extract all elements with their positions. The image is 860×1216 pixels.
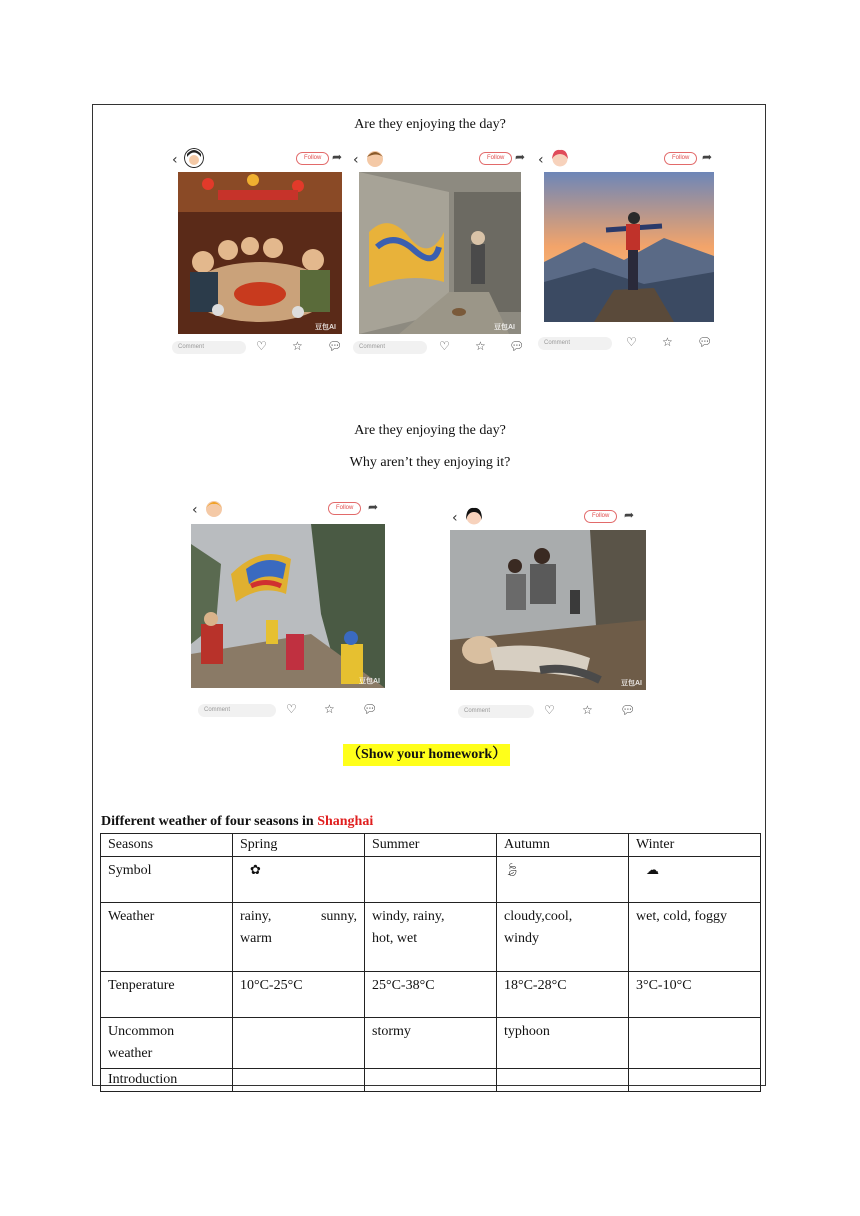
row-label-symbol: Symbol [101, 857, 233, 903]
star-icon[interactable]: ☆ [324, 702, 335, 716]
summer-weather-1: windy, rainy, [372, 909, 445, 924]
post-image-mountain [544, 172, 714, 322]
post-actions [172, 341, 342, 357]
post-image-storm [191, 524, 385, 688]
share-icon[interactable]: ➦ [702, 150, 713, 164]
back-icon[interactable]: ‹ [192, 502, 198, 518]
autumn-weather-1: cloudy,cool, [504, 909, 573, 924]
cell-spring-uncommon [233, 1018, 365, 1069]
follow-button[interactable]: Follow [479, 152, 512, 165]
post-actions [458, 705, 654, 721]
watermark: 豆包AI [621, 680, 642, 687]
back-icon[interactable]: ‹ [172, 152, 178, 168]
back-icon[interactable]: ‹ [538, 152, 544, 168]
question-enjoying: Are they enjoying the day? [354, 117, 506, 132]
summer-weather-2: hot, wet [372, 931, 418, 946]
cell-summer-introduction [365, 1069, 497, 1092]
cell-winter-weather: wet, cold, foggy [629, 903, 761, 972]
share-icon[interactable]: ➦ [368, 500, 379, 514]
back-icon[interactable]: ‹ [353, 152, 359, 168]
cell-winter-symbol [629, 857, 761, 903]
cell-spring-temperature: 10°C-25°C [233, 972, 365, 1018]
table-title-text: Different weather of four seasons in [101, 814, 318, 829]
post-header [353, 150, 525, 172]
comment-bubble-icon[interactable]: 💬︎ [362, 702, 378, 716]
cell-autumn-weather [497, 903, 629, 972]
uncommon-label-2: weather [108, 1046, 153, 1061]
social-post-mudslide [452, 508, 648, 722]
post-actions [353, 341, 525, 357]
comment-input[interactable]: Comment [198, 704, 276, 717]
cell-winter-introduction [629, 1069, 761, 1092]
seasons-weather-table [100, 833, 761, 1092]
back-icon[interactable]: ‹ [452, 510, 458, 526]
post-image-hotpot [178, 172, 342, 334]
cell-summer-weather [365, 903, 497, 972]
question-why-not: Why aren’t they enjoying it? [349, 455, 511, 470]
watermark: 豆包AI [359, 678, 380, 685]
question-enjoying-2: Are they enjoying the day? [354, 423, 506, 438]
watermark: 豆包AI [494, 324, 515, 331]
heart-icon[interactable]: ♡ [439, 339, 450, 353]
row-label-uncommon [101, 1018, 233, 1069]
social-post-alley [353, 150, 525, 360]
cell-summer-symbol [365, 857, 497, 903]
comment-input[interactable]: Comment [172, 341, 246, 354]
follow-button[interactable]: Follow [296, 152, 329, 165]
heart-icon[interactable]: ♡ [286, 702, 297, 716]
table-row-weather [101, 903, 761, 972]
cell-autumn-introduction [497, 1069, 629, 1092]
spring-weather-3: warm [240, 931, 272, 946]
flower-icon: ✿ [250, 863, 261, 878]
header-autumn: Autumn [497, 834, 629, 857]
show-homework-label: （Show your homework） [343, 744, 510, 766]
table-row-introduction [101, 1069, 761, 1092]
cell-spring-symbol [233, 857, 365, 903]
cell-summer-temperature: 25°C-38°C [365, 972, 497, 1018]
comment-bubble-icon[interactable]: 💬︎ [697, 335, 713, 349]
star-icon[interactable]: ☆ [292, 339, 303, 353]
avatar[interactable] [550, 148, 570, 168]
table-title [101, 814, 373, 830]
header-seasons: Seasons [101, 834, 233, 857]
comment-bubble-icon[interactable]: 💬︎ [509, 339, 525, 353]
avatar[interactable] [184, 148, 204, 168]
table-row-temperature [101, 972, 761, 1018]
post-actions [538, 337, 714, 353]
follow-button[interactable]: Follow [664, 152, 697, 165]
table-row-uncommon [101, 1018, 761, 1069]
cloud-icon: ☁ [646, 863, 659, 878]
post-actions [198, 704, 394, 720]
row-label-weather: Weather [101, 903, 233, 972]
social-post-storm [192, 500, 388, 722]
social-post-hotpot [172, 150, 342, 360]
comment-bubble-icon[interactable]: 💬︎ [327, 339, 343, 353]
comment-input[interactable]: Comment [353, 341, 427, 354]
uncommon-label-1: Uncommon [108, 1024, 175, 1039]
table-row-symbol [101, 857, 761, 903]
watermark: 豆包AI [315, 324, 336, 331]
star-icon[interactable]: ☆ [475, 339, 486, 353]
cell-summer-uncommon: stormy [365, 1018, 497, 1069]
cell-autumn-uncommon: typhoon [497, 1018, 629, 1069]
cell-autumn-symbol [497, 857, 629, 903]
post-image-mudslide [450, 530, 646, 690]
post-header [452, 508, 648, 530]
avatar[interactable] [365, 148, 385, 168]
cell-autumn-temperature: 18°C-28°C [497, 972, 629, 1018]
comment-input[interactable]: Comment [538, 337, 612, 350]
row-label-temperature: Tenperature [101, 972, 233, 1018]
leaf-icon: 🍃︎ [504, 863, 521, 878]
row-label-introduction: Introduction [101, 1069, 233, 1092]
star-icon[interactable]: ☆ [582, 703, 593, 717]
comment-input[interactable]: Comment [458, 705, 534, 718]
cell-winter-temperature: 3°C-10°C [629, 972, 761, 1018]
header-winter: Winter [629, 834, 761, 857]
follow-button[interactable]: Follow [328, 502, 361, 515]
cell-spring-introduction [233, 1069, 365, 1092]
comment-bubble-icon[interactable]: 💬︎ [620, 703, 636, 717]
header-spring: Spring [233, 834, 365, 857]
star-icon[interactable]: ☆ [662, 335, 673, 349]
header-summer: Summer [365, 834, 497, 857]
post-header [172, 150, 342, 172]
cell-winter-uncommon [629, 1018, 761, 1069]
spring-weather-2: sunny, [320, 909, 357, 924]
avatar[interactable] [464, 506, 484, 526]
social-post-mountain [538, 150, 714, 360]
post-header [192, 500, 388, 522]
cell-spring-weather [233, 903, 365, 972]
avatar[interactable] [204, 498, 224, 518]
table-header-row [101, 834, 761, 857]
share-icon[interactable]: ➦ [515, 150, 526, 164]
city-name: Shanghai [317, 814, 374, 829]
post-header [538, 150, 714, 172]
autumn-weather-2: windy [504, 931, 539, 946]
post-image-alley [359, 172, 521, 334]
heart-icon[interactable]: ♡ [256, 339, 267, 353]
share-icon[interactable]: ➦ [332, 150, 343, 164]
share-icon[interactable]: ➦ [624, 508, 635, 522]
heart-icon[interactable]: ♡ [626, 335, 637, 349]
follow-button[interactable]: Follow [584, 510, 617, 523]
spring-weather-1: rainy, [240, 909, 272, 924]
heart-icon[interactable]: ♡ [544, 703, 555, 717]
